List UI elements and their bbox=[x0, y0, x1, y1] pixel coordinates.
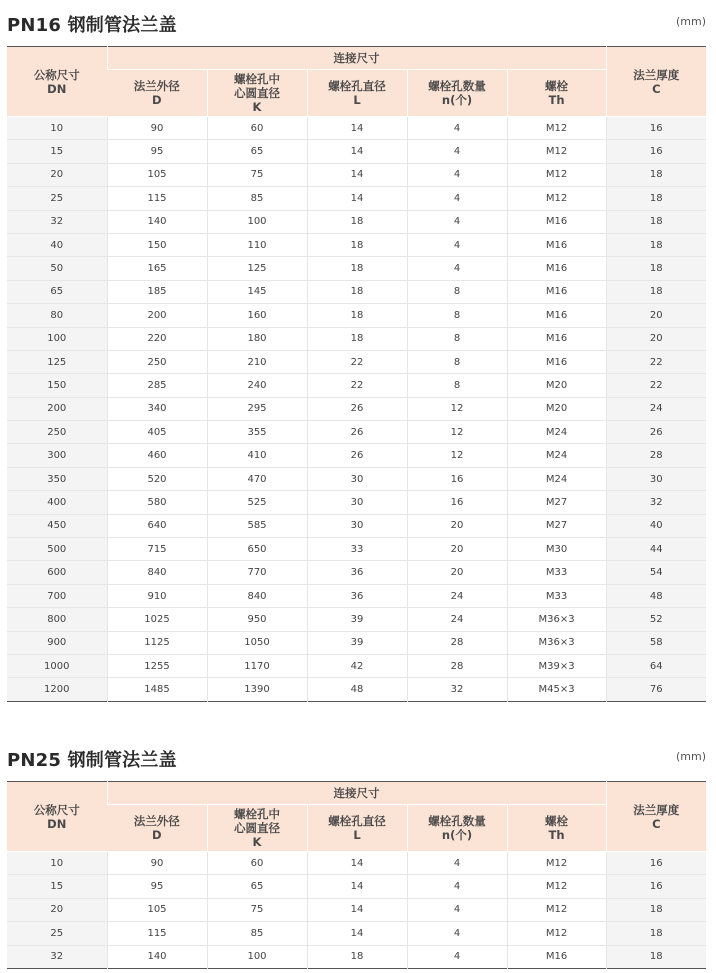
cell-n: 8 bbox=[407, 327, 507, 350]
cell-d: 715 bbox=[107, 538, 207, 561]
cell-th: M12 bbox=[507, 852, 606, 875]
cell-c: 20 bbox=[606, 304, 706, 327]
cell-n: 12 bbox=[407, 444, 507, 467]
cell-th: M16 bbox=[507, 350, 606, 373]
table-row bbox=[7, 654, 706, 677]
cell-c: 16 bbox=[606, 140, 706, 163]
cell-d: 90 bbox=[107, 117, 207, 140]
cell-k: 145 bbox=[207, 280, 307, 303]
pn25-table bbox=[7, 781, 706, 969]
cell-c: 18 bbox=[606, 163, 706, 186]
cell-l: 14 bbox=[307, 187, 407, 210]
cell-l: 36 bbox=[307, 561, 407, 584]
cell-dn: 200 bbox=[7, 397, 107, 420]
cell-dn: 300 bbox=[7, 444, 107, 467]
header-connection-group: 连接尺寸 bbox=[107, 47, 606, 70]
cell-l: 22 bbox=[307, 350, 407, 373]
section-title: PN25 钢制管法兰盖 bbox=[7, 750, 177, 771]
cell-l: 30 bbox=[307, 491, 407, 514]
table-row bbox=[7, 257, 706, 280]
table-row bbox=[7, 350, 706, 373]
cell-l: 33 bbox=[307, 538, 407, 561]
cell-c: 18 bbox=[606, 210, 706, 233]
cell-k: 650 bbox=[207, 538, 307, 561]
table-row bbox=[7, 444, 706, 467]
cell-k: 585 bbox=[207, 514, 307, 537]
cell-n: 20 bbox=[407, 538, 507, 561]
cell-n: 4 bbox=[407, 233, 507, 256]
cell-l: 14 bbox=[307, 898, 407, 921]
header-d: 法兰外径 D bbox=[107, 805, 207, 852]
cell-dn: 10 bbox=[7, 117, 107, 140]
cell-c: 76 bbox=[606, 678, 706, 701]
cell-d: 95 bbox=[107, 140, 207, 163]
cell-l: 30 bbox=[307, 467, 407, 490]
cell-d: 150 bbox=[107, 233, 207, 256]
cell-dn: 20 bbox=[7, 163, 107, 186]
cell-th: M33 bbox=[507, 561, 606, 584]
cell-n: 8 bbox=[407, 350, 507, 373]
cell-th: M30 bbox=[507, 538, 606, 561]
table-row bbox=[7, 233, 706, 256]
cell-l: 18 bbox=[307, 304, 407, 327]
cell-d: 910 bbox=[107, 584, 207, 607]
cell-dn: 125 bbox=[7, 350, 107, 373]
cell-n: 8 bbox=[407, 374, 507, 397]
cell-n: 28 bbox=[407, 654, 507, 677]
cell-d: 340 bbox=[107, 397, 207, 420]
cell-d: 250 bbox=[107, 350, 207, 373]
pn25-section bbox=[7, 743, 706, 963]
unit-label: (mm) bbox=[675, 750, 706, 763]
cell-d: 90 bbox=[107, 852, 207, 875]
cell-c: 18 bbox=[606, 257, 706, 280]
cell-dn: 40 bbox=[7, 233, 107, 256]
cell-l: 39 bbox=[307, 631, 407, 654]
cell-dn: 15 bbox=[7, 140, 107, 163]
cell-th: M24 bbox=[507, 467, 606, 490]
cell-dn: 800 bbox=[7, 608, 107, 631]
cell-dn: 50 bbox=[7, 257, 107, 280]
cell-c: 48 bbox=[606, 584, 706, 607]
cell-th: M45×3 bbox=[507, 678, 606, 701]
cell-c: 24 bbox=[606, 397, 706, 420]
table-row bbox=[7, 467, 706, 490]
table-row bbox=[7, 922, 706, 945]
cell-c: 18 bbox=[606, 945, 706, 968]
cell-n: 4 bbox=[407, 922, 507, 945]
cell-l: 30 bbox=[307, 514, 407, 537]
cell-n: 4 bbox=[407, 210, 507, 233]
cell-d: 115 bbox=[107, 187, 207, 210]
table-row bbox=[7, 187, 706, 210]
cell-d: 105 bbox=[107, 163, 207, 186]
cell-d: 520 bbox=[107, 467, 207, 490]
cell-dn: 25 bbox=[7, 922, 107, 945]
cell-n: 20 bbox=[407, 514, 507, 537]
cell-l: 14 bbox=[307, 163, 407, 186]
cell-k: 85 bbox=[207, 922, 307, 945]
cell-dn: 150 bbox=[7, 374, 107, 397]
header-c: 法兰厚度 C bbox=[606, 782, 706, 852]
cell-th: M16 bbox=[507, 945, 606, 968]
cell-k: 355 bbox=[207, 421, 307, 444]
table-row bbox=[7, 210, 706, 233]
cell-th: M12 bbox=[507, 187, 606, 210]
cell-k: 295 bbox=[207, 397, 307, 420]
cell-d: 1255 bbox=[107, 654, 207, 677]
header-dn: 公称尺寸 DN bbox=[7, 47, 107, 117]
cell-l: 14 bbox=[307, 140, 407, 163]
cell-d: 460 bbox=[107, 444, 207, 467]
cell-d: 115 bbox=[107, 922, 207, 945]
cell-d: 220 bbox=[107, 327, 207, 350]
cell-th: M12 bbox=[507, 875, 606, 898]
table-row bbox=[7, 374, 706, 397]
cell-th: M24 bbox=[507, 444, 606, 467]
cell-dn: 15 bbox=[7, 875, 107, 898]
cell-k: 525 bbox=[207, 491, 307, 514]
table-row bbox=[7, 421, 706, 444]
cell-th: M27 bbox=[507, 491, 606, 514]
cell-k: 840 bbox=[207, 584, 307, 607]
cell-l: 48 bbox=[307, 678, 407, 701]
cell-th: M39×3 bbox=[507, 654, 606, 677]
cell-c: 58 bbox=[606, 631, 706, 654]
cell-k: 65 bbox=[207, 140, 307, 163]
table-row bbox=[7, 491, 706, 514]
cell-th: M20 bbox=[507, 397, 606, 420]
table-row bbox=[7, 875, 706, 898]
cell-th: M16 bbox=[507, 304, 606, 327]
cell-l: 18 bbox=[307, 945, 407, 968]
cell-l: 18 bbox=[307, 210, 407, 233]
cell-k: 60 bbox=[207, 117, 307, 140]
cell-n: 24 bbox=[407, 584, 507, 607]
cell-dn: 250 bbox=[7, 421, 107, 444]
cell-th: M16 bbox=[507, 210, 606, 233]
cell-d: 165 bbox=[107, 257, 207, 280]
table-row bbox=[7, 631, 706, 654]
table-row bbox=[7, 584, 706, 607]
cell-dn: 1200 bbox=[7, 678, 107, 701]
cell-dn: 100 bbox=[7, 327, 107, 350]
cell-n: 4 bbox=[407, 163, 507, 186]
table-row bbox=[7, 608, 706, 631]
header-dn: 公称尺寸 DN bbox=[7, 782, 107, 852]
cell-c: 16 bbox=[606, 852, 706, 875]
cell-d: 580 bbox=[107, 491, 207, 514]
cell-dn: 900 bbox=[7, 631, 107, 654]
cell-c: 64 bbox=[606, 654, 706, 677]
cell-dn: 450 bbox=[7, 514, 107, 537]
table-row bbox=[7, 117, 706, 140]
cell-d: 1125 bbox=[107, 631, 207, 654]
cell-dn: 20 bbox=[7, 898, 107, 921]
cell-c: 26 bbox=[606, 421, 706, 444]
cell-n: 28 bbox=[407, 631, 507, 654]
cell-c: 16 bbox=[606, 117, 706, 140]
header-th: 螺栓 Th bbox=[507, 805, 606, 852]
cell-k: 950 bbox=[207, 608, 307, 631]
table-row bbox=[7, 945, 706, 968]
cell-l: 39 bbox=[307, 608, 407, 631]
cell-c: 22 bbox=[606, 374, 706, 397]
cell-d: 105 bbox=[107, 898, 207, 921]
cell-l: 22 bbox=[307, 374, 407, 397]
cell-th: M16 bbox=[507, 280, 606, 303]
cell-d: 140 bbox=[107, 210, 207, 233]
cell-th: M16 bbox=[507, 327, 606, 350]
cell-c: 44 bbox=[606, 538, 706, 561]
cell-k: 60 bbox=[207, 852, 307, 875]
cell-k: 100 bbox=[207, 210, 307, 233]
cell-k: 125 bbox=[207, 257, 307, 280]
cell-n: 12 bbox=[407, 421, 507, 444]
cell-d: 185 bbox=[107, 280, 207, 303]
cell-n: 4 bbox=[407, 117, 507, 140]
cell-l: 14 bbox=[307, 875, 407, 898]
cell-l: 26 bbox=[307, 444, 407, 467]
cell-dn: 32 bbox=[7, 210, 107, 233]
table-row bbox=[7, 304, 706, 327]
cell-k: 240 bbox=[207, 374, 307, 397]
cell-k: 770 bbox=[207, 561, 307, 584]
table-row bbox=[7, 561, 706, 584]
cell-l: 14 bbox=[307, 922, 407, 945]
cell-d: 95 bbox=[107, 875, 207, 898]
table-row bbox=[7, 163, 706, 186]
cell-d: 1025 bbox=[107, 608, 207, 631]
cell-k: 470 bbox=[207, 467, 307, 490]
cell-th: M36×3 bbox=[507, 631, 606, 654]
table-row bbox=[7, 327, 706, 350]
cell-n: 24 bbox=[407, 608, 507, 631]
cell-c: 32 bbox=[606, 491, 706, 514]
cell-th: M16 bbox=[507, 257, 606, 280]
cell-dn: 65 bbox=[7, 280, 107, 303]
cell-l: 18 bbox=[307, 327, 407, 350]
cell-n: 16 bbox=[407, 467, 507, 490]
cell-c: 18 bbox=[606, 233, 706, 256]
cell-c: 22 bbox=[606, 350, 706, 373]
cell-c: 18 bbox=[606, 898, 706, 921]
cell-c: 18 bbox=[606, 280, 706, 303]
cell-n: 4 bbox=[407, 257, 507, 280]
table-row bbox=[7, 280, 706, 303]
cell-k: 1050 bbox=[207, 631, 307, 654]
header-c: 法兰厚度 C bbox=[606, 47, 706, 117]
header-n: 螺栓孔数量 n(个) bbox=[407, 805, 507, 852]
header-k: 螺栓孔中 心圆直径 K bbox=[207, 805, 307, 852]
cell-n: 4 bbox=[407, 187, 507, 210]
cell-c: 28 bbox=[606, 444, 706, 467]
cell-n: 4 bbox=[407, 945, 507, 968]
cell-k: 160 bbox=[207, 304, 307, 327]
cell-dn: 80 bbox=[7, 304, 107, 327]
cell-l: 18 bbox=[307, 280, 407, 303]
cell-c: 52 bbox=[606, 608, 706, 631]
cell-c: 54 bbox=[606, 561, 706, 584]
cell-dn: 1000 bbox=[7, 654, 107, 677]
cell-k: 75 bbox=[207, 898, 307, 921]
cell-n: 4 bbox=[407, 875, 507, 898]
header-connection-group: 连接尺寸 bbox=[107, 782, 606, 805]
table-row bbox=[7, 514, 706, 537]
section-title: PN16 钢制管法兰盖 bbox=[7, 15, 177, 36]
cell-l: 26 bbox=[307, 421, 407, 444]
cell-l: 14 bbox=[307, 852, 407, 875]
table-row bbox=[7, 538, 706, 561]
cell-l: 18 bbox=[307, 233, 407, 256]
pn16-section bbox=[7, 8, 706, 696]
table-row bbox=[7, 140, 706, 163]
cell-d: 200 bbox=[107, 304, 207, 327]
cell-c: 18 bbox=[606, 187, 706, 210]
cell-l: 36 bbox=[307, 584, 407, 607]
cell-n: 4 bbox=[407, 852, 507, 875]
cell-th: M24 bbox=[507, 421, 606, 444]
cell-k: 1170 bbox=[207, 654, 307, 677]
cell-th: M33 bbox=[507, 584, 606, 607]
pn16-table bbox=[7, 46, 706, 702]
cell-d: 640 bbox=[107, 514, 207, 537]
cell-dn: 600 bbox=[7, 561, 107, 584]
cell-d: 140 bbox=[107, 945, 207, 968]
cell-l: 14 bbox=[307, 117, 407, 140]
cell-k: 75 bbox=[207, 163, 307, 186]
cell-n: 4 bbox=[407, 898, 507, 921]
cell-dn: 25 bbox=[7, 187, 107, 210]
cell-c: 40 bbox=[606, 514, 706, 537]
cell-d: 1485 bbox=[107, 678, 207, 701]
cell-th: M16 bbox=[507, 233, 606, 256]
cell-c: 16 bbox=[606, 875, 706, 898]
cell-th: M12 bbox=[507, 117, 606, 140]
cell-th: M20 bbox=[507, 374, 606, 397]
cell-d: 285 bbox=[107, 374, 207, 397]
table-row bbox=[7, 898, 706, 921]
table-row bbox=[7, 852, 706, 875]
cell-c: 20 bbox=[606, 327, 706, 350]
cell-th: M36×3 bbox=[507, 608, 606, 631]
cell-c: 18 bbox=[606, 922, 706, 945]
cell-dn: 32 bbox=[7, 945, 107, 968]
cell-dn: 350 bbox=[7, 467, 107, 490]
table-row bbox=[7, 678, 706, 701]
cell-k: 110 bbox=[207, 233, 307, 256]
cell-dn: 400 bbox=[7, 491, 107, 514]
cell-c: 30 bbox=[606, 467, 706, 490]
cell-k: 85 bbox=[207, 187, 307, 210]
cell-n: 16 bbox=[407, 491, 507, 514]
cell-l: 26 bbox=[307, 397, 407, 420]
cell-k: 410 bbox=[207, 444, 307, 467]
cell-k: 1390 bbox=[207, 678, 307, 701]
cell-l: 18 bbox=[307, 257, 407, 280]
cell-n: 20 bbox=[407, 561, 507, 584]
cell-th: M12 bbox=[507, 922, 606, 945]
cell-n: 12 bbox=[407, 397, 507, 420]
header-n: 螺栓孔数量 n(个) bbox=[407, 70, 507, 117]
cell-k: 100 bbox=[207, 945, 307, 968]
cell-k: 65 bbox=[207, 875, 307, 898]
cell-l: 42 bbox=[307, 654, 407, 677]
cell-n: 8 bbox=[407, 304, 507, 327]
cell-dn: 10 bbox=[7, 852, 107, 875]
cell-th: M27 bbox=[507, 514, 606, 537]
table-row bbox=[7, 397, 706, 420]
header-l: 螺栓孔直径 L bbox=[307, 70, 407, 117]
cell-th: M12 bbox=[507, 163, 606, 186]
cell-n: 32 bbox=[407, 678, 507, 701]
unit-label: (mm) bbox=[675, 15, 706, 28]
cell-dn: 500 bbox=[7, 538, 107, 561]
header-th: 螺栓 Th bbox=[507, 70, 606, 117]
cell-d: 840 bbox=[107, 561, 207, 584]
cell-dn: 700 bbox=[7, 584, 107, 607]
cell-n: 8 bbox=[407, 280, 507, 303]
cell-n: 4 bbox=[407, 140, 507, 163]
cell-th: M12 bbox=[507, 898, 606, 921]
cell-k: 210 bbox=[207, 350, 307, 373]
cell-k: 180 bbox=[207, 327, 307, 350]
cell-th: M12 bbox=[507, 140, 606, 163]
header-l: 螺栓孔直径 L bbox=[307, 805, 407, 852]
header-d: 法兰外径 D bbox=[107, 70, 207, 117]
header-k: 螺栓孔中 心圆直径 K bbox=[207, 70, 307, 117]
cell-d: 405 bbox=[107, 421, 207, 444]
